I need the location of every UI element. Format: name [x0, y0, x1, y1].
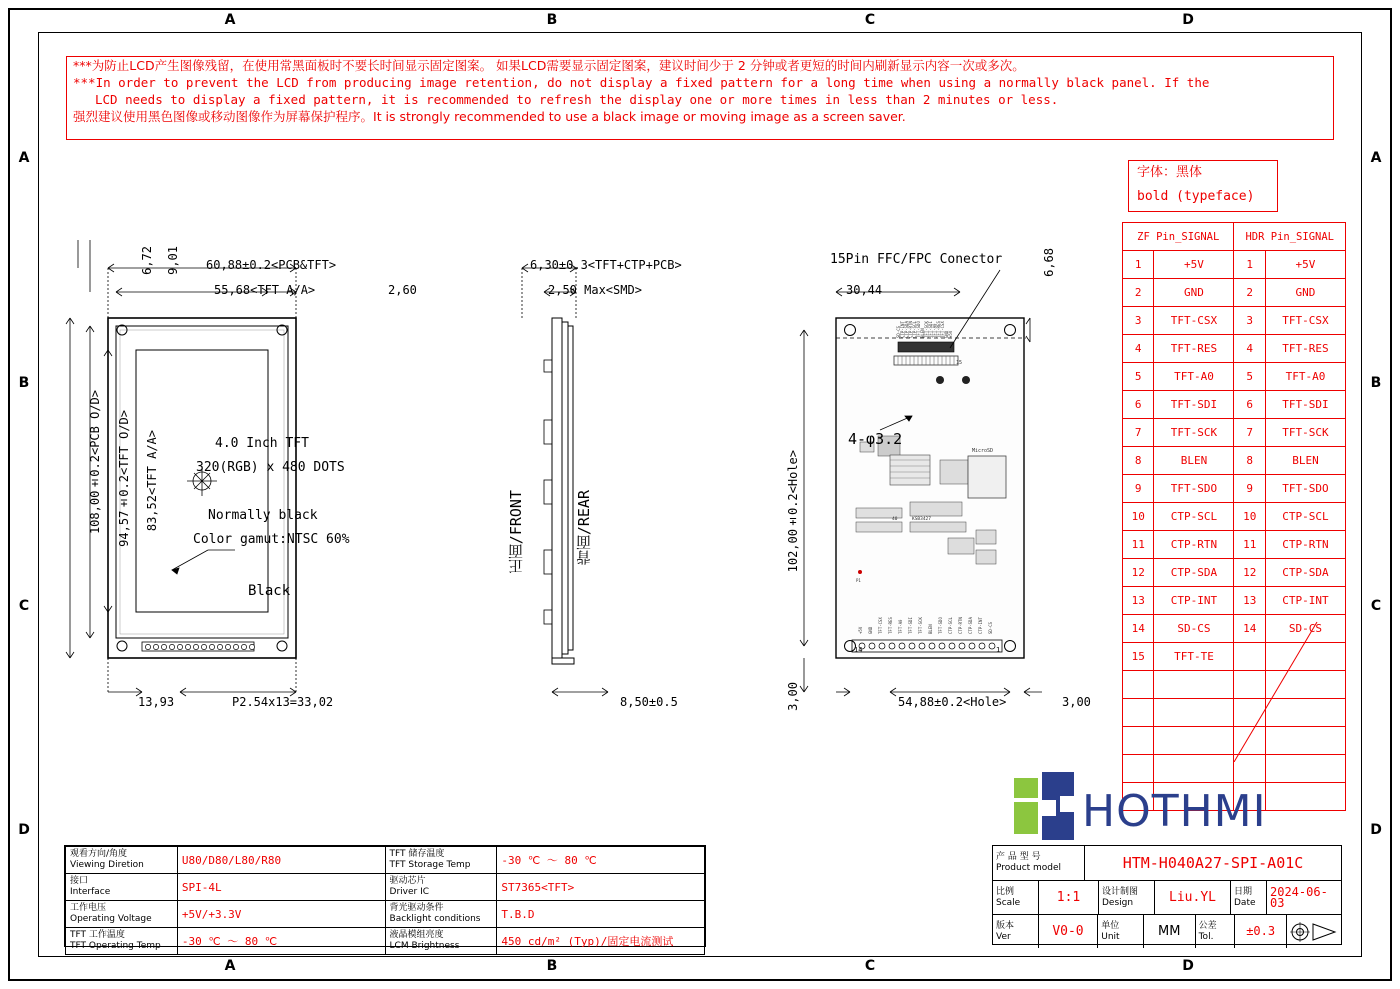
svg-text:SD-CS: SD-CS: [988, 621, 993, 634]
spec-value: -30 ℃ ～ 80 ℃: [497, 847, 705, 874]
dim-smd: 2,50 Max<SMD>: [548, 283, 642, 297]
hdr-signal: TFT-SDI: [1265, 391, 1345, 419]
svg-text:CTP-SCL: CTP-SCL: [948, 617, 953, 634]
pin-table-header-hdr: HDR Pin_SIGNAL: [1234, 223, 1346, 251]
ver-label-cn: 版本: [996, 920, 1015, 931]
zf-signal: BLEN: [1154, 447, 1234, 475]
dim-hole-horizontal: 54,88±0.2<Hole>: [898, 695, 1007, 709]
first-angle-projection-icon: [1289, 920, 1339, 944]
dim-top-aa: 55,68<TFT A/A>: [214, 283, 316, 297]
hdr-pin: 13: [1234, 587, 1265, 615]
note-line-3: LCD needs to display a fixed pattern, it is recommended to refresh the display one or more times in less than 2 minutes or less.: [95, 92, 1059, 107]
ver-label-cell: [993, 915, 1039, 948]
svg-text:TFT-SDO: TFT-SDO: [938, 617, 943, 634]
company-logo: [1008, 768, 1338, 844]
zf-pin: 9: [1123, 475, 1154, 503]
design-label-en: Design: [1102, 897, 1134, 908]
date-label-cn: 日期: [1234, 886, 1253, 897]
svg-text:TFT-SDO: TFT-SDO: [916, 321, 921, 338]
logo-wordmark: HOTHMI: [1082, 786, 1267, 837]
spec-value: U80/D80/L80/R80: [177, 847, 385, 874]
zf-pin: 13: [1123, 587, 1154, 615]
dim-top-outer: 60,88±0.2<PCB&TFT>: [206, 258, 337, 272]
hdr-pin: 11: [1234, 531, 1265, 559]
zone-label-top-a: A: [224, 12, 236, 28]
svg-text:MicroSD: MicroSD: [972, 448, 994, 454]
zf-signal: CTP-SDA: [1154, 559, 1234, 587]
hdr-pin: 6: [1234, 391, 1265, 419]
label-color-gamut: Color gamut:NTSC 60%: [193, 532, 350, 547]
zf-signal: CTP-RTN: [1154, 531, 1234, 559]
zone-label-bottom-a: A: [224, 958, 236, 974]
spec-label-cell: [66, 901, 178, 928]
svg-text:40: 40: [892, 517, 898, 522]
zone-label-left-b: B: [18, 375, 30, 391]
hdr-pin: 1: [1234, 251, 1265, 279]
svg-text:TFT-SCK: TFT-SCK: [918, 617, 923, 634]
label-resolution: 320(RGB) x 480 DOTS: [196, 460, 345, 475]
zf-pin: 8: [1123, 447, 1154, 475]
dim-left-outer: 108,00±0.2<PCB O/D>: [88, 390, 102, 535]
svg-text:15: 15: [956, 360, 963, 366]
date-value: 2024-06-03: [1270, 884, 1328, 910]
hdr-signal: +5V: [1265, 251, 1345, 279]
table-row: [66, 901, 705, 928]
note-line-4: 强烈建议使用黑色图像或移动图像作为屏幕保护程序。It is strongly recommended to use a black image or moving image as a screen saver.: [73, 109, 906, 124]
connector-callout: 15Pin FFC/FPC Conector: [830, 252, 1003, 267]
svg-text:P1: P1: [856, 578, 861, 583]
dim-bottom-pitch: P2.54x13=33,02: [232, 695, 334, 709]
date-label-cell: [1231, 881, 1267, 914]
spec-label-en: TFT Operating Temp: [70, 941, 161, 951]
spec-label-en: Viewing Diretion: [70, 860, 144, 870]
spec-label-cn: 驱动芯片: [389, 876, 426, 886]
zf-signal: GND: [1154, 279, 1234, 307]
zone-label-left-a: A: [18, 150, 30, 166]
dim-672: 6,72: [140, 246, 154, 275]
dim-rear-bottom-right: 3,00: [1062, 695, 1091, 709]
table-row: [66, 874, 705, 901]
spec-label-en: LCM Brightness: [389, 941, 460, 951]
zf-signal: TFT-TE: [1154, 643, 1234, 671]
svg-text:TFT-CSX: TFT-CSX: [940, 321, 945, 338]
zf-pin: 6: [1123, 391, 1154, 419]
dim-901: 9,01: [166, 246, 180, 275]
zf-signal: TFT-RES: [1154, 335, 1234, 363]
spec-value: -30 ℃ ～ 80 ℃: [177, 928, 385, 955]
unit-label-cell: [1098, 915, 1144, 948]
spec-value: 450 cd/m² (Typ)/固定电流测试: [497, 928, 705, 955]
typeface-note-line-1: 字体：黑体: [1137, 165, 1203, 180]
date-label-en: Date: [1234, 897, 1256, 908]
svg-text:BLEN: BLEN: [928, 624, 933, 634]
zone-label-right-c: C: [1370, 598, 1382, 614]
zf-pin: 4: [1123, 335, 1154, 363]
zone-label-right-d: D: [1370, 822, 1382, 838]
svg-text:GND: GND: [868, 626, 873, 634]
zf-signal: TFT-SCK: [1154, 419, 1234, 447]
zf-pin: 14: [1123, 615, 1154, 643]
table-row: [66, 847, 705, 874]
zf-pin: 11: [1123, 531, 1154, 559]
unit-label-cn: 单位: [1101, 920, 1120, 931]
svg-text:CTP-INT: CTP-INT: [978, 617, 983, 634]
hdr-signal: CTP-INT: [1265, 587, 1345, 615]
zf-pin: 12: [1123, 559, 1154, 587]
svg-text:CTP-SCL: CTP-SCL: [912, 321, 917, 338]
zf-pin: 1: [1123, 251, 1154, 279]
zone-label-bottom-d: D: [1182, 958, 1194, 974]
hdr-pin: 7: [1234, 419, 1265, 447]
hdr-signal: TFT-A0: [1265, 363, 1345, 391]
unit-label-en: Unit: [1101, 931, 1120, 942]
label-front-view: 正面/FRONT: [507, 490, 525, 575]
spec-label-en: Interface: [70, 887, 111, 897]
tol-label-cn: 公差: [1198, 920, 1217, 931]
hdr-pin: 3: [1234, 307, 1265, 335]
spec-value: +5V/+3.3V: [177, 901, 385, 928]
dim-hole-vertical: 102,00±0.2<Hole>: [786, 450, 800, 573]
hdr-signal: CTP-RTN: [1265, 531, 1345, 559]
hdr-signal: TFT-CSX: [1265, 307, 1345, 335]
rear-view-drawing: [790, 230, 1120, 740]
svg-text:CTP-SDA: CTP-SDA: [904, 321, 909, 338]
spec-label-cell: [385, 901, 497, 928]
zone-label-top-c: C: [864, 12, 876, 28]
dim-rear-top: 30,44: [846, 283, 883, 297]
svg-text:BLEN: BLEN: [920, 328, 925, 338]
svg-text:TFT-SDI: TFT-SDI: [928, 321, 933, 338]
title-block: [992, 845, 1342, 945]
tol-label-en: Tol.: [1198, 931, 1214, 942]
spec-label-cn: 接口: [70, 876, 89, 886]
spec-label-en: Operating Voltage: [70, 914, 152, 924]
zone-label-top-d: D: [1182, 12, 1194, 28]
model-label-cn: 产 品 型 号: [996, 852, 1041, 862]
spec-label-cn: 液晶模组亮度: [389, 930, 444, 940]
zf-signal: TFT-A0: [1154, 363, 1234, 391]
hdr-pin: 4: [1234, 335, 1265, 363]
ver-label-en: Ver: [996, 931, 1011, 942]
zf-signal: TFT-SDO: [1154, 475, 1234, 503]
dim-thickness: 6,30±0.3<TFT+CTP+PCB>: [530, 258, 682, 272]
spec-label-cn: TFT 工作温度: [70, 930, 125, 940]
spec-label-cn: TFT 储存温度: [389, 849, 445, 859]
svg-text:KSB3427: KSB3427: [912, 517, 931, 522]
typeface-note-line-2: bold (typeface): [1137, 189, 1255, 204]
dim-bottom-left: 13,93: [138, 695, 175, 709]
dim-left-aa: 83,52<TFT A/A>: [145, 430, 159, 532]
hdr-pin: 5: [1234, 363, 1265, 391]
spec-label-cell: [66, 874, 178, 901]
zf-pin: 15: [1123, 643, 1154, 671]
table-row: [66, 928, 705, 955]
hdr-signal: BLEN: [1265, 447, 1345, 475]
zone-label-bottom-b: B: [546, 958, 558, 974]
pin-table-header-zf: ZF Pin_SIGNAL: [1123, 223, 1234, 251]
design-label-cell: [1099, 881, 1155, 914]
dim-rear-bottom-left: 3,00: [786, 682, 800, 711]
spec-value: T.B.D: [497, 901, 705, 928]
hdr-pin: 8: [1234, 447, 1265, 475]
spec-label-cell: [385, 874, 497, 901]
hole-size-callout: 4-φ3.2: [848, 430, 903, 448]
hdr-signal: CTP-SDA: [1265, 559, 1345, 587]
zone-label-left-c: C: [18, 598, 30, 614]
hdr-signal: TFT-SCK: [1265, 419, 1345, 447]
svg-text:CTP-SDA: CTP-SDA: [968, 617, 973, 634]
tol-label-cell: [1196, 915, 1236, 948]
spec-label-cn: 工作电压: [70, 903, 107, 913]
scale-value: 1:1: [1039, 881, 1099, 914]
pin-signal-table: [1122, 222, 1346, 762]
svg-text:+5V: +5V: [858, 626, 863, 634]
zf-pin: 3: [1123, 307, 1154, 335]
svg-text:14: 14: [854, 646, 863, 654]
scale-label-en: Scale: [996, 897, 1021, 908]
svg-text:TFT-RES: TFT-RES: [936, 321, 941, 338]
svg-text:TFT-SCK: TFT-SCK: [924, 321, 929, 338]
zone-label-top-b: B: [546, 12, 558, 28]
model-label-cell: [993, 846, 1085, 880]
side-view-drawing: [500, 230, 800, 740]
zf-pin: 10: [1123, 503, 1154, 531]
zf-signal: CTP-INT: [1154, 587, 1234, 615]
design-label-cn: 设计制图: [1102, 886, 1139, 897]
label-panel-size: 4.0 Inch TFT: [215, 436, 309, 451]
svg-text:TFT-RES: TFT-RES: [888, 617, 893, 634]
ver-value: V0-0: [1039, 915, 1099, 948]
spec-label-cn: 观看方向/角度: [70, 849, 128, 859]
hdr-signal: SD-CS: [1265, 615, 1345, 643]
label-black-callout: Black: [248, 583, 291, 599]
hdr-pin: 10: [1234, 503, 1265, 531]
dim-left-od: 94,57±0.2<TFT O/D>: [117, 410, 131, 547]
hdr-signal: GND: [1265, 279, 1345, 307]
spec-label-en: Backlight conditions: [389, 914, 481, 924]
model-label-en: Product model: [996, 863, 1062, 873]
model-value: HTM-H040A27-SPI-A01C: [1122, 853, 1304, 872]
svg-text:TFT-SDI: TFT-SDI: [908, 617, 913, 634]
zone-label-right-a: A: [1370, 150, 1382, 166]
label-normally-black: Normally black: [208, 508, 318, 523]
zf-signal: CTP-SCL: [1154, 503, 1234, 531]
dim-rear-top-right: 6,68: [1042, 248, 1056, 277]
hdr-pin: 12: [1234, 559, 1265, 587]
typeface-note: [1128, 160, 1278, 212]
projection-symbol: [1287, 915, 1341, 948]
spec-label-cell: [385, 928, 497, 955]
hothmi-logo-mark: [1008, 768, 1338, 844]
zf-pin: 5: [1123, 363, 1154, 391]
empty-rows-strike: [1122, 222, 1346, 762]
svg-text:1: 1: [996, 646, 1001, 654]
hdr-pin: 14: [1234, 615, 1265, 643]
svg-text:TFT-A0: TFT-A0: [932, 323, 937, 338]
note-line-2: ***In order to prevent the LCD from producing image retention, do not display a fixed pattern for a long time when using a normally black panel. If the: [73, 75, 1210, 90]
unit-value: MM: [1144, 915, 1196, 948]
zf-pin: 7: [1123, 419, 1154, 447]
hdr-signal: TFT-SDO: [1265, 475, 1345, 503]
zf-pin: 2: [1123, 279, 1154, 307]
svg-text:TFT-CSX: TFT-CSX: [878, 617, 883, 634]
hdr-pin: 9: [1234, 475, 1265, 503]
scale-label-cn: 比例: [996, 886, 1015, 897]
zf-signal: TFT-SDI: [1154, 391, 1234, 419]
zf-signal: SD-CS: [1154, 615, 1234, 643]
spec-label-cell: [385, 847, 497, 874]
svg-text:+5V: +5V: [948, 330, 953, 338]
dim-side-bottom: 8,50±0.5: [620, 695, 678, 709]
scale-label-cell: [993, 881, 1039, 914]
spec-value: SPI-4L: [177, 874, 385, 901]
dim-top-right: 2,60: [388, 283, 417, 297]
spec-label-en: TFT Storage Temp: [389, 860, 471, 870]
hdr-signal: TFT-RES: [1265, 335, 1345, 363]
note-line-1: ***为防止LCD产生图像残留，在使用常黑面板时不要长时间显示固定图案。 如果LCD需要显示固定图案，建议时间少于 2 分钟或者更短的时间内刷新显示内容一次或多次。: [73, 58, 1025, 73]
svg-text:SD-CS: SD-CS: [896, 325, 901, 338]
zone-label-bottom-c: C: [864, 958, 876, 974]
retention-warning-note: [66, 56, 1334, 140]
spec-label-cell: [66, 847, 178, 874]
spec-label-en: Driver IC: [389, 887, 430, 897]
label-rear-view: 背面/REAR: [575, 490, 593, 566]
hdr-signal: CTP-SCL: [1265, 503, 1345, 531]
zone-label-right-b: B: [1370, 375, 1382, 391]
svg-text:GND: GND: [944, 330, 949, 338]
zone-label-left-d: D: [18, 822, 30, 838]
svg-text:TFT-A0: TFT-A0: [898, 619, 903, 634]
tol-value: ±0.3: [1235, 915, 1287, 948]
spec-label-cell: [66, 928, 178, 955]
zf-signal: TFT-CSX: [1154, 307, 1234, 335]
svg-text:CTP-RTN: CTP-RTN: [908, 321, 913, 338]
zf-signal: +5V: [1154, 251, 1234, 279]
svg-text:CTP-INT: CTP-INT: [900, 321, 905, 338]
specification-table: [64, 845, 706, 951]
svg-text:CTP-RTN: CTP-RTN: [958, 617, 963, 634]
spec-label-cn: 背光驱动条件: [389, 903, 444, 913]
hdr-pin: 2: [1234, 279, 1265, 307]
design-value: Liu.YL: [1155, 881, 1231, 914]
spec-value: ST7365<TFT>: [497, 874, 705, 901]
